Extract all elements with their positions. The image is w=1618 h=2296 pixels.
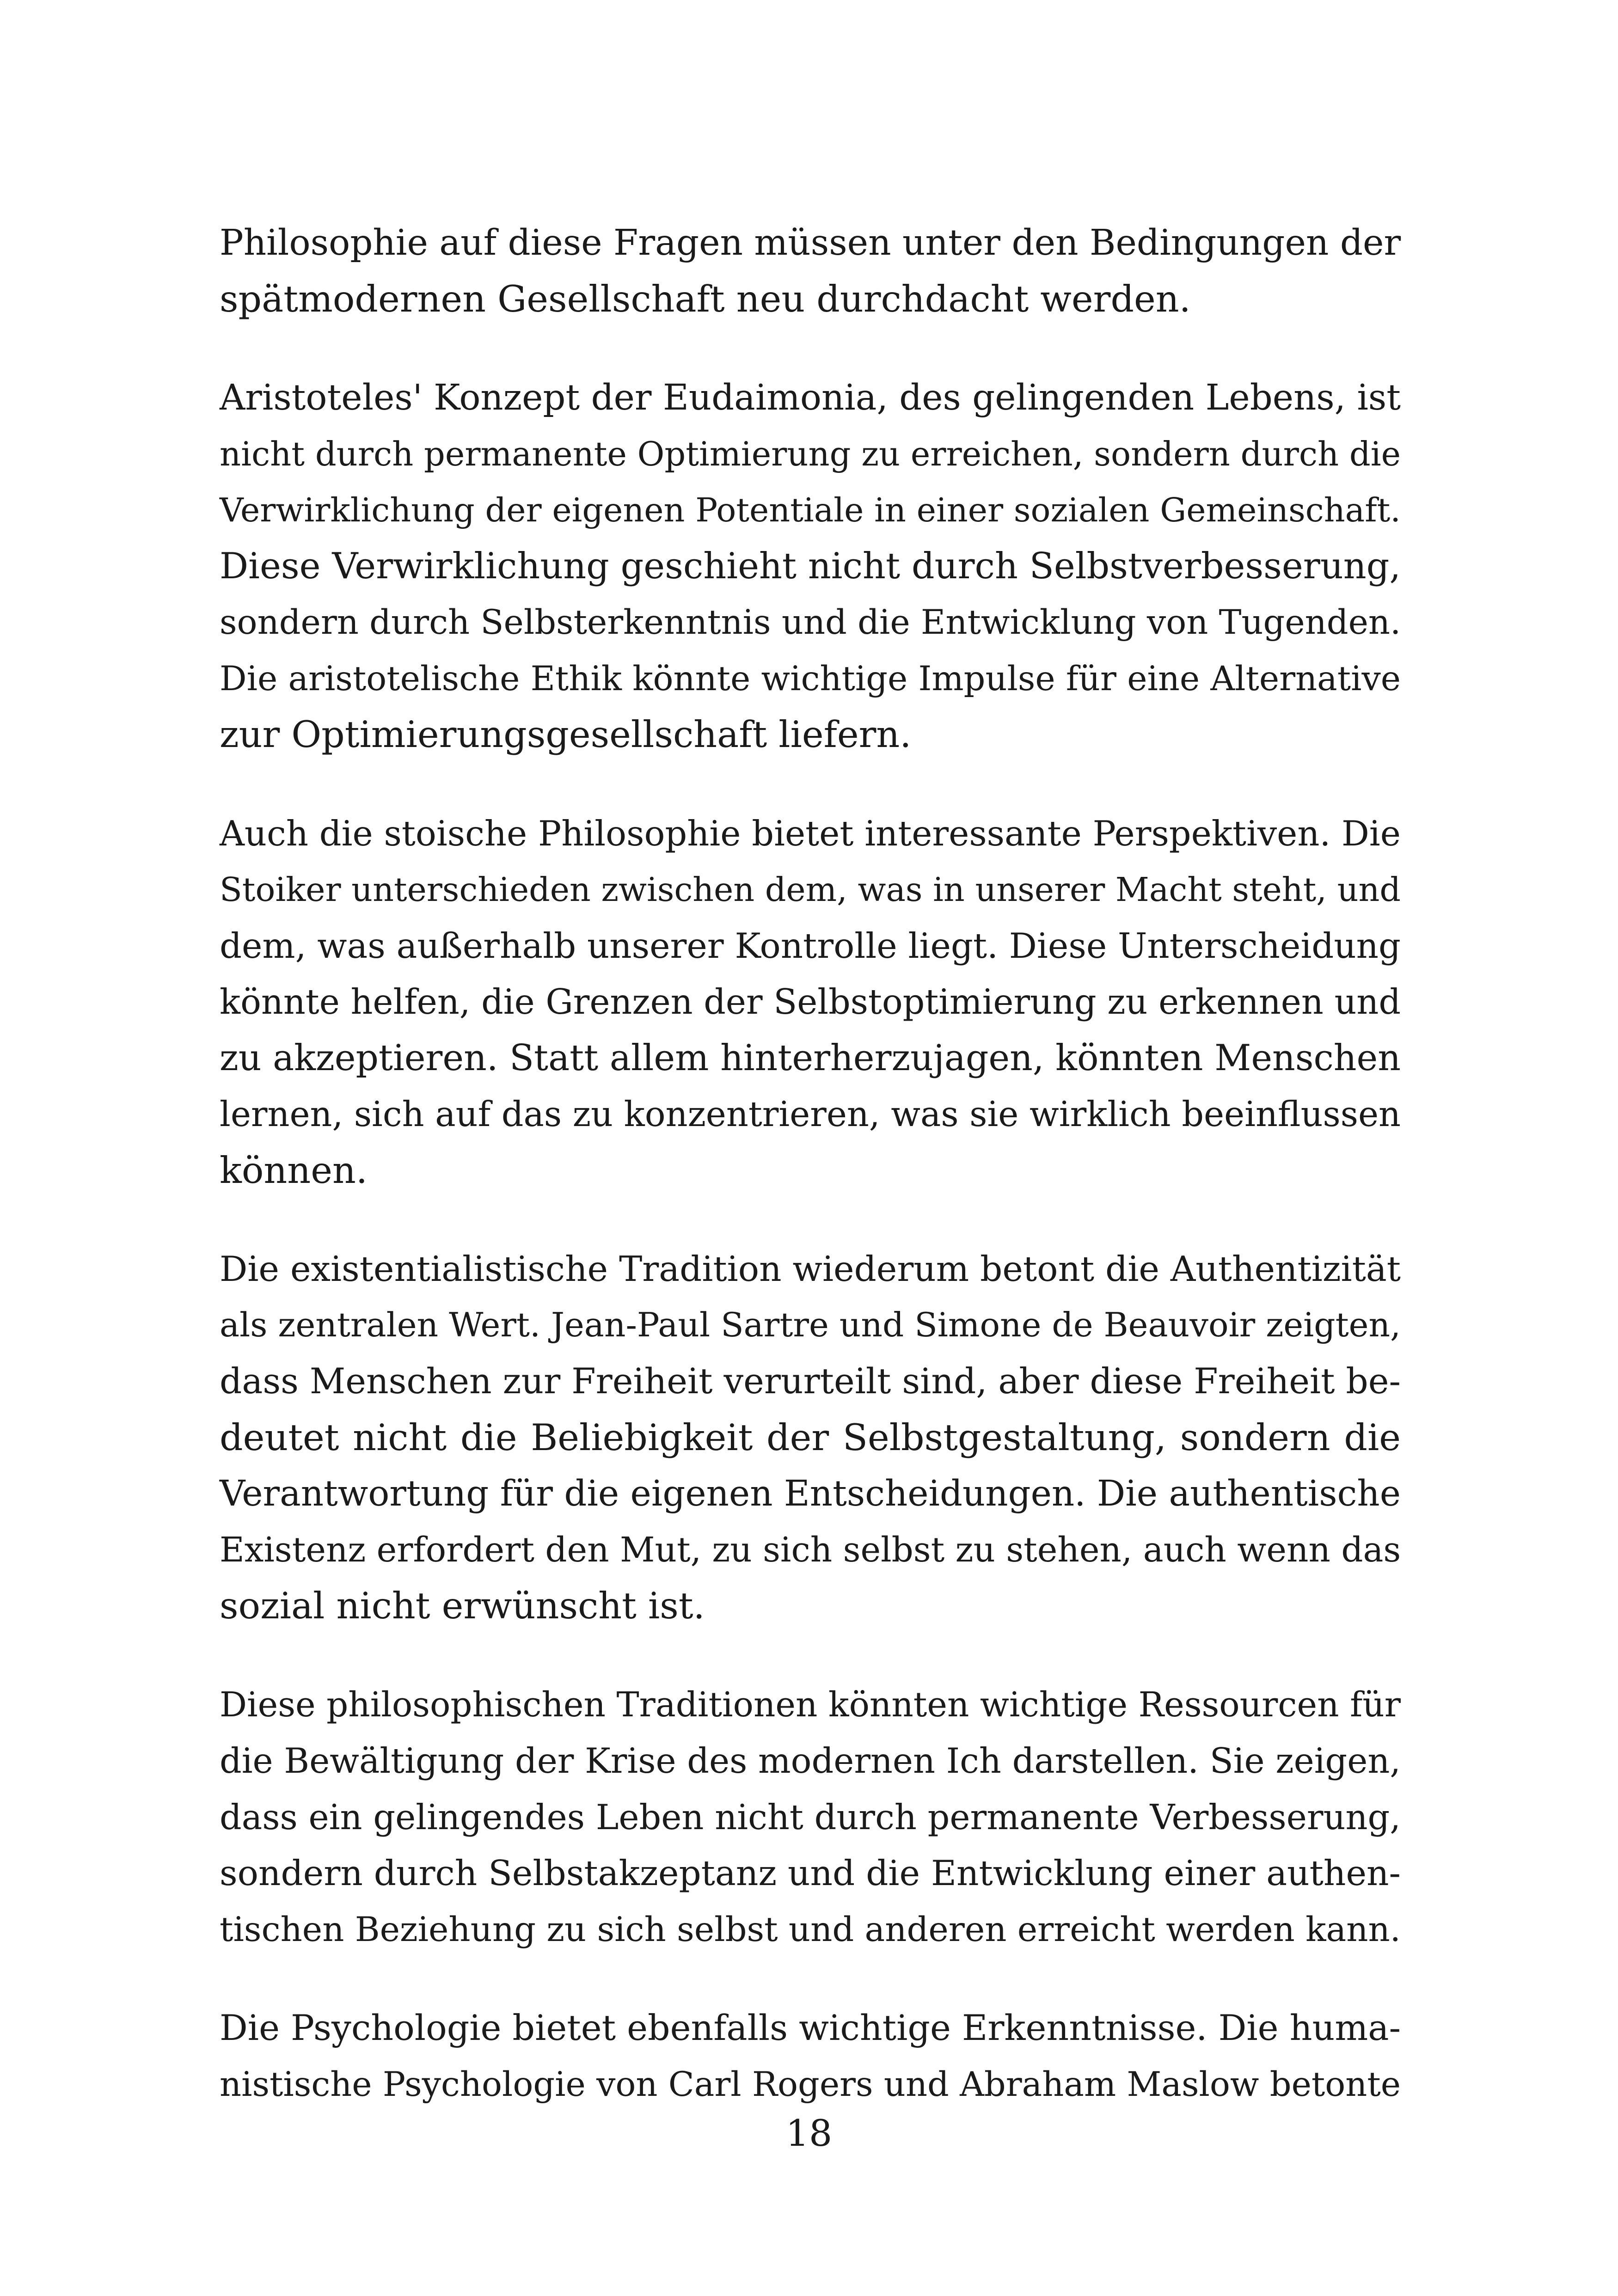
paragraph xyxy=(220,806,1401,1199)
text-line: können. xyxy=(220,1149,368,1192)
text-line: Verantwortung für die eigenen Entscheidungen. Die authentische xyxy=(220,1473,1401,1514)
text-line: Die Psychologie bietet ebenfalls wichtige Erkenntnisse. Die huma- xyxy=(220,2008,1401,2048)
text-line: Die existentialistische Tradition wiederum betont die Authentizität xyxy=(220,1249,1401,1289)
text-line: nicht durch permanente Optimierung zu erreichen, sondern durch die xyxy=(220,435,1401,473)
paragraph xyxy=(220,1241,1401,1635)
text-line: zur Optimierungsgesellschaft liefern. xyxy=(220,713,912,756)
text-line: Verwirklichung der eigenen Potentiale in einer sozialen Gemeinschaft. xyxy=(220,491,1401,529)
text-line: könnte helfen, die Grenzen der Selbstoptimierung zu erkennen und xyxy=(220,982,1401,1022)
text-line: deutet nicht die Beliebigkeit der Selbstgestaltung, sondern die xyxy=(220,1416,1401,1459)
text-line: sondern durch Selbstakzeptanz und die Entwicklung einer authen- xyxy=(220,1853,1401,1893)
text-line: Stoiker unterschieden zwischen dem, was in unserer Macht steht, und xyxy=(220,870,1401,909)
text-line: lernen, sich auf das zu konzentrieren, was sie wirklich beeinflussen xyxy=(220,1094,1401,1134)
text-line: zu akzeptieren. Statt allem hinterherzujagen, könnten Menschen xyxy=(220,1037,1401,1079)
text-line: sozial nicht erwünscht ist. xyxy=(220,1585,705,1627)
text-line: Auch die stoische Philosophie bietet interessante Perspektiven. Die xyxy=(220,813,1401,854)
text-line: Philosophie auf diese Fragen müssen unter den Bedingungen der xyxy=(220,222,1401,263)
text-line: sondern durch Selbsterkenntnis und die Entwicklung von Tugenden. xyxy=(220,603,1401,642)
text-line: spätmodernen Gesellschaft neu durchdacht werden. xyxy=(220,277,1191,320)
text-line: Die aristotelische Ethik könnte wichtige Impulse für eine Alternative xyxy=(220,659,1401,698)
page-number: 18 xyxy=(785,2112,833,2155)
paragraph xyxy=(220,370,1401,763)
text-line: tischen Beziehung zu sich selbst und anderen erreicht werden kann. xyxy=(220,1910,1401,1949)
paragraph xyxy=(220,1677,1401,1958)
text-line: dem, was außerhalb unserer Kontrolle liegt. Diese Unterscheidung xyxy=(220,925,1401,966)
text-line: dass ein gelingendes Leben nicht durch permanente Verbesserung, xyxy=(220,1797,1401,1837)
text-line: nistische Psychologie von Carl Rogers und Abraham Maslow betonte xyxy=(220,2064,1401,2104)
text-line: die Bewältigung der Krise des modernen Ich darstellen. Sie zeigen, xyxy=(220,1741,1401,1781)
text-line: dass Menschen zur Freiheit verurteilt sind, aber diese Freiheit be- xyxy=(220,1361,1401,1402)
body-text xyxy=(220,215,1401,2112)
paragraph xyxy=(220,2000,1401,2112)
text-line: Diese philosophischen Traditionen könnten wichtige Ressourcen für xyxy=(220,1685,1401,1725)
paragraph xyxy=(220,215,1401,327)
text-line: Diese Verwirklichung geschieht nicht durch Selbstverbesserung, xyxy=(220,545,1401,587)
text-line: als zentralen Wert. Jean-Paul Sartre und Simone de Beauvoir zeigten, xyxy=(220,1305,1401,1345)
text-line: Aristoteles' Konzept der Eudaimonia, des gelingenden Lebens, ist xyxy=(220,377,1401,418)
text-line: Existenz erfordert den Mut, zu sich selbst zu stehen, auch wenn das xyxy=(220,1530,1401,1570)
